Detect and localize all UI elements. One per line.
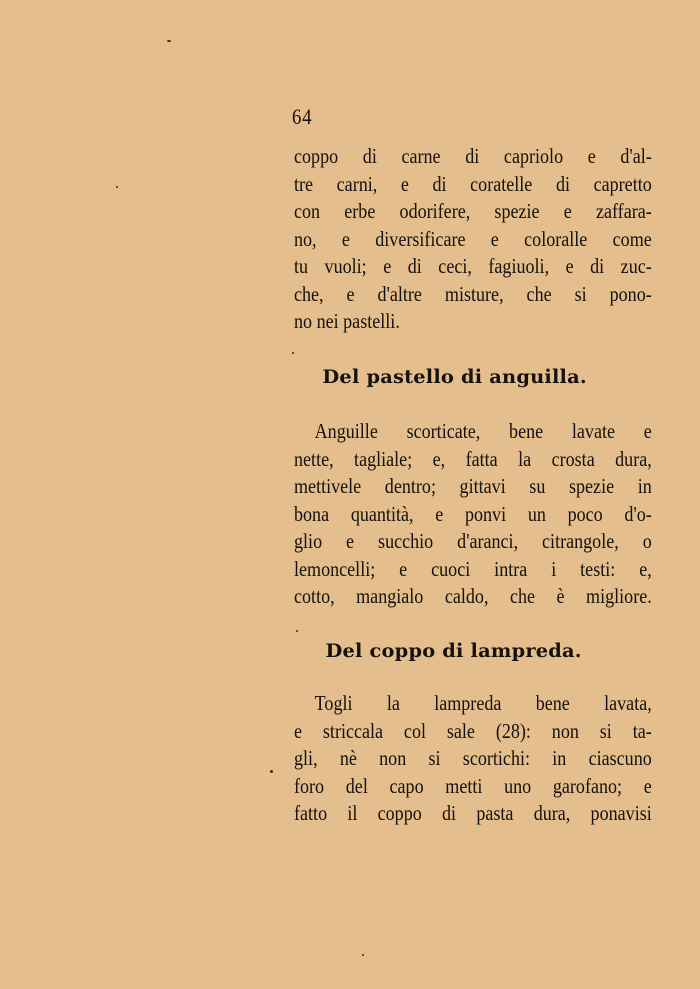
paper-speck [167,40,171,42]
paper-speck [292,352,294,354]
text-line: Togli la lampreda bene lavata, [314,691,652,715]
text-line: gli, nè non si scortichi: in ciascuno [294,746,652,770]
paragraph-anguilla [294,418,652,611]
text-line: mettivele dentro; gittavi su spezie in [294,474,652,498]
paper-speck [296,630,298,632]
text-line: no nei pastelli. [294,309,400,333]
section-heading-anguilla: Del pastello di anguilla. [322,366,587,388]
text-line: Anguille scorticate, bene lavate e [314,419,652,443]
paper-speck [270,770,273,773]
text-line: che, e d'altre misture, che si pono- [294,281,652,306]
paragraph-continuation [294,143,652,336]
text-line: fatto il coppo di pasta dura, ponavisi [294,801,652,825]
text-line: nette, tagliale; e, fatta la crosta dura, [294,446,652,471]
section-heading-lampreda: Del coppo di lampreda. [325,640,582,662]
page-number: 64 [292,104,313,129]
text-line: e striccala col sale (28): non si ta- [294,718,652,743]
text-line: coppo di carne di capriolo e d'al- [294,144,652,168]
text-line: cotto, mangialo caldo, che è migliore. [294,584,652,608]
paper-speck [362,954,364,956]
text-line: no, e diversificare e coloralle come [294,226,652,251]
text-line: tre carni, e di coratelle di capretto [294,171,652,196]
paragraph-lampreda [294,690,652,828]
text-line: bona quantità, e ponvi un poco d'o- [294,501,652,526]
text-line: lemoncelli; e cuoci intra i testi: e, [294,556,652,581]
text-line: glio e succhio d'aranci, citrangole, o [294,529,652,553]
text-line: con erbe odorifere, spezie e zaffara- [294,199,652,223]
paper-speck [116,186,118,188]
text-line: foro del capo metti uno garofano; e [294,773,652,798]
text-line: tu vuoli; e di ceci, fagiuoli, e di zuc- [294,254,652,278]
